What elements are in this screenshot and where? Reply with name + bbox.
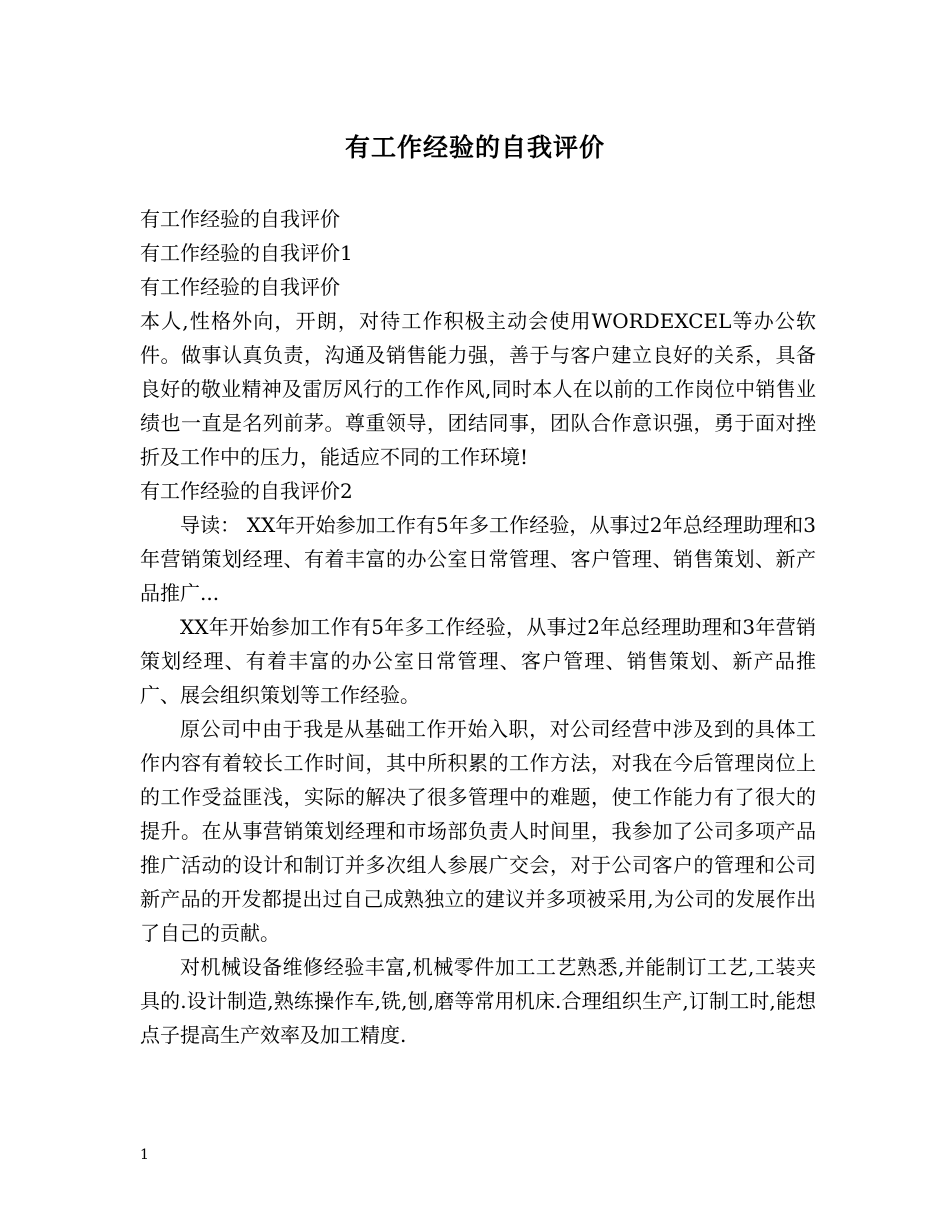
paragraph-3: XX年开始参加工作有5年多工作经验，从事过2年总经理助理和3年营销策划经理、有着丰富的办公室日常管理、客户管理、销售策划、新产品推广、展会组织策划等工作经验。 xyxy=(140,615,816,707)
page-number: 1 xyxy=(140,1147,149,1163)
paragraph-2: 导读： XX年开始参加工作有5年多工作经验，从事过2年总经理助理和3年营销策划经理、有着丰富的办公室日常管理、客户管理、销售策划、新产品推广... xyxy=(140,513,816,605)
paragraph-5: 对机械设备维修经验丰富,机械零件加工工艺熟悉,并能制订工艺,工装夹具的.设计制造,熟练操作车,铣,刨,磨等常用机床.合理组织生产,订制工时,能想点子提高生产效率及加工精度. xyxy=(140,955,816,1047)
subheading-2: 有工作经验的自我评价2 xyxy=(140,479,353,503)
document-title: 有工作经验的自我评价 xyxy=(344,133,605,162)
paragraph-1: 本人,性格外向，开朗，对待工作积极主动会使用WORDEXCEL等办公软件。做事认真负责，沟通及销售能力强，善于与客户建立良好的关系，具备良好的敬业精神及雷厉风行的工作作风,同时本人在以前的工作岗位中销售业绩也一直是名列前茅。尊重领导，团结同事，团队合作意识强，勇于面对挫折及工作中的压力，能适应不同的工作环境! xyxy=(140,309,816,469)
paragraph-4: 原公司中由于我是从基础工作开始入职，对公司经营中涉及到的具体工作内容有着较长工作时间，其中所积累的工作方法，对我在今后管理岗位上的工作受益匪浅，实际的解决了很多管理中的难题，使工作能力有了很大的提升。在从事营销策划经理和市场部负责人时间里，我参加了公司多项产品推广活动的设计和制订并多次组人参展广交会，对于公司客户的管理和公司新产品的开发都提出过自己成熟独立的建议并多项被采用,为公司的发展作出了自己的贡献。 xyxy=(140,717,816,945)
heading-line-1: 有工作经验的自我评价 xyxy=(140,207,340,231)
document-body xyxy=(140,202,816,1052)
heading-line-2: 有工作经验的自我评价1 xyxy=(140,241,353,265)
heading-line-3: 有工作经验的自我评价 xyxy=(140,275,340,299)
